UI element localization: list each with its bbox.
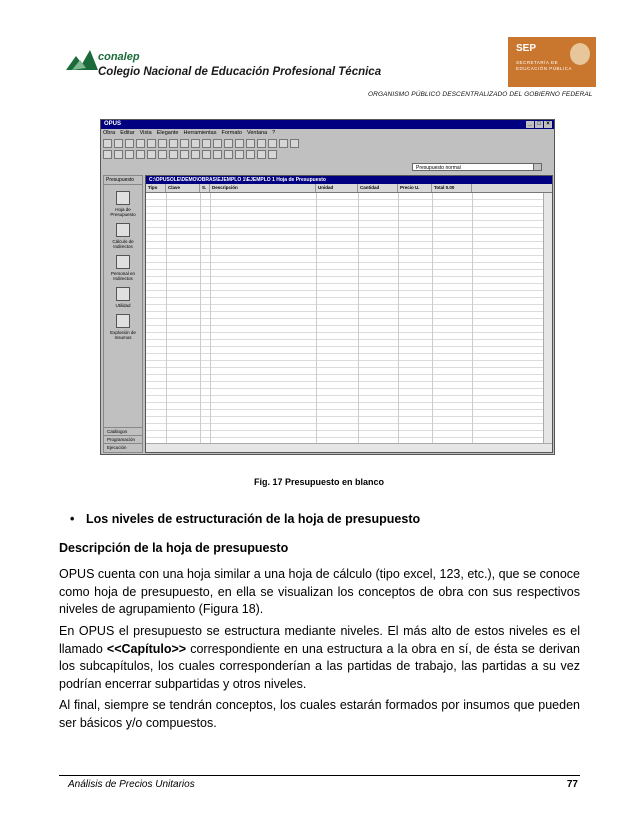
- footer-title: Análisis de Precios Unitarios: [68, 779, 195, 790]
- close-icon[interactable]: ×: [544, 121, 552, 128]
- section-subheading: Descripción de la hoja de presupuesto: [59, 541, 289, 555]
- chevron-down-icon[interactable]: [533, 164, 541, 170]
- sheet-icon: [116, 191, 130, 205]
- expand-icon[interactable]: [246, 150, 255, 159]
- panel-tab-catalogos[interactable]: Catálogos: [104, 427, 142, 436]
- bullet-icon: •: [70, 512, 75, 526]
- column-precio[interactable]: Precio U.: [398, 184, 432, 192]
- app-title: OPUS: [104, 121, 122, 127]
- mexico-shield-icon: [570, 43, 590, 65]
- capitulo-term: <<Capítulo>>: [106, 641, 187, 656]
- menu-item[interactable]: Obra: [103, 130, 116, 136]
- menu-item[interactable]: Elegante: [156, 130, 179, 136]
- arrow-left-icon[interactable]: [180, 150, 189, 159]
- toolbar-standard: [103, 139, 299, 148]
- copy-icon[interactable]: [169, 139, 178, 148]
- sort-icon[interactable]: [246, 139, 255, 148]
- document-title: C:\OPUSOLE\DEMO\OBRAS\EJEMPLO 1\EJEMPLO 1 Hoja de Presupuesto: [146, 176, 552, 184]
- panel-item-explosion[interactable]: Explosión de Insumos: [104, 314, 142, 340]
- menu-item[interactable]: Formato: [221, 130, 242, 136]
- menu-item[interactable]: Editar: [120, 130, 135, 136]
- menu-bar: [103, 130, 275, 136]
- organismo-text: ORGANISMO PÚBLICO DESCENTRALIZADO DEL GOBIERNO FEDERAL: [368, 91, 593, 98]
- figure-caption: Fig. 17 Presupuesto en blanco: [253, 477, 385, 487]
- column-unidad[interactable]: Unidad: [316, 184, 358, 192]
- delete-icon[interactable]: [213, 139, 222, 148]
- indent-icon[interactable]: [224, 150, 233, 159]
- view-combo[interactable]: Presupuesto normal: [412, 163, 542, 171]
- panel-item-personal[interactable]: Personal en Indirectos: [104, 255, 142, 281]
- explosion-icon: [116, 314, 130, 328]
- arrow-down-icon[interactable]: [213, 150, 222, 159]
- budget-sheet-window: [145, 175, 553, 453]
- toolbar-format: [103, 150, 277, 159]
- open-icon[interactable]: [114, 139, 123, 148]
- panel-tab-programacion[interactable]: Programación: [104, 435, 142, 444]
- horizontal-scrollbar[interactable]: [146, 443, 552, 452]
- save-icon[interactable]: [125, 139, 134, 148]
- people-icon: [116, 255, 130, 269]
- arrow-right-icon[interactable]: [191, 150, 200, 159]
- preview-icon[interactable]: [147, 139, 156, 148]
- opus-screenshot: [100, 119, 555, 455]
- paragraph-2: En OPUS el presupuesto se estructura mediante niveles. El más alto de estos niveles es el llamado <<Capítulo>> correspondiente en una estructura a la obra en sí, de ésta se derivan los subcapítulos, los cuales corresponderían a las partidas de trabajo, las partidas a su vez podrían encerrar subpartidas y otros niveles.: [59, 624, 580, 691]
- sep-name: SEP: [516, 43, 537, 54]
- grid-body[interactable]: [146, 193, 544, 444]
- link-icon[interactable]: [169, 150, 178, 159]
- new-icon[interactable]: [103, 139, 112, 148]
- cut-icon[interactable]: [158, 139, 167, 148]
- column-total[interactable]: Total 0.00: [432, 184, 472, 192]
- paste-icon[interactable]: [180, 139, 189, 148]
- insert-icon[interactable]: [136, 150, 145, 159]
- bullet-heading: • Los niveles de estructuración de la hoja de presupuesto: [70, 512, 421, 526]
- column-descripcion[interactable]: Descripción: [210, 184, 316, 192]
- college-name: Colegio Nacional de Educación Profesional Técnica: [98, 66, 382, 78]
- panel-item-calculo[interactable]: Cálculo de Indirectos: [104, 223, 142, 249]
- panel-tab-ejecucion[interactable]: Ejecución: [104, 443, 142, 452]
- chapter-icon[interactable]: [114, 150, 123, 159]
- menu-item[interactable]: Herramientas: [183, 130, 217, 136]
- level-icon[interactable]: [103, 150, 112, 159]
- column-clave[interactable]: Clave: [166, 184, 200, 192]
- paragraph-1: OPUS cuenta con una hoja similar a una hoja de cálculo (tipo excel, 123, etc.), que se conoce como hoja de presupuesto, en ella se visualizan los conceptos de obra con sus respectivos niveles de agrupamiento (Figura 18).: [59, 567, 580, 616]
- panel-item-hoja[interactable]: Hoja de Presupuesto: [104, 191, 142, 217]
- find-icon[interactable]: [224, 139, 233, 148]
- matrix-icon[interactable]: [158, 150, 167, 159]
- brand-name: conalep: [98, 51, 140, 63]
- menu-item[interactable]: ?: [272, 130, 276, 136]
- money-icon: [116, 287, 130, 301]
- undo-icon[interactable]: [191, 139, 200, 148]
- column-tipo[interactable]: Tipo: [146, 184, 166, 192]
- arrow-up-icon[interactable]: [202, 150, 211, 159]
- replace-icon[interactable]: [235, 139, 244, 148]
- left-panel: [103, 175, 143, 453]
- menu-item[interactable]: Vista: [139, 130, 152, 136]
- paragraph-3: Al final, siempre se tendrán conceptos, los cuales estarán formados por insumos que pueden ser básicos y/o compuestos.: [59, 698, 580, 730]
- filter-icon[interactable]: [257, 139, 266, 148]
- collapse-icon[interactable]: [257, 150, 266, 159]
- sep-subtitle: SECRETARÍA DE EDUCACIÓN PÚBLICA: [516, 60, 573, 71]
- settings-icon[interactable]: [268, 150, 277, 159]
- grid-header: [146, 184, 552, 193]
- concept-icon[interactable]: [125, 150, 134, 159]
- redo-icon[interactable]: [202, 139, 211, 148]
- chart-icon[interactable]: [279, 139, 288, 148]
- column-cantidad[interactable]: Cantidad: [358, 184, 398, 192]
- triangle-icon[interactable]: [147, 150, 156, 159]
- print-icon[interactable]: [136, 139, 145, 148]
- footer-divider: [59, 775, 580, 776]
- help-icon[interactable]: [290, 139, 299, 148]
- maximize-icon[interactable]: □: [535, 121, 543, 128]
- conalep-logo: [62, 44, 102, 74]
- panel-header[interactable]: Presupuesto: [104, 176, 142, 185]
- outdent-icon[interactable]: [235, 150, 244, 159]
- app-titlebar: [101, 120, 554, 129]
- sep-logo: [508, 37, 596, 87]
- column-s[interactable]: S.: [200, 184, 210, 192]
- minimize-icon[interactable]: _: [526, 121, 534, 128]
- calculator-icon: [116, 223, 130, 237]
- panel-item-utilidad[interactable]: Utilidad: [104, 287, 142, 308]
- page-number: 77: [566, 779, 578, 790]
- calc-icon[interactable]: [268, 139, 277, 148]
- vertical-scrollbar[interactable]: [543, 193, 552, 444]
- menu-item[interactable]: Ventana: [246, 130, 268, 136]
